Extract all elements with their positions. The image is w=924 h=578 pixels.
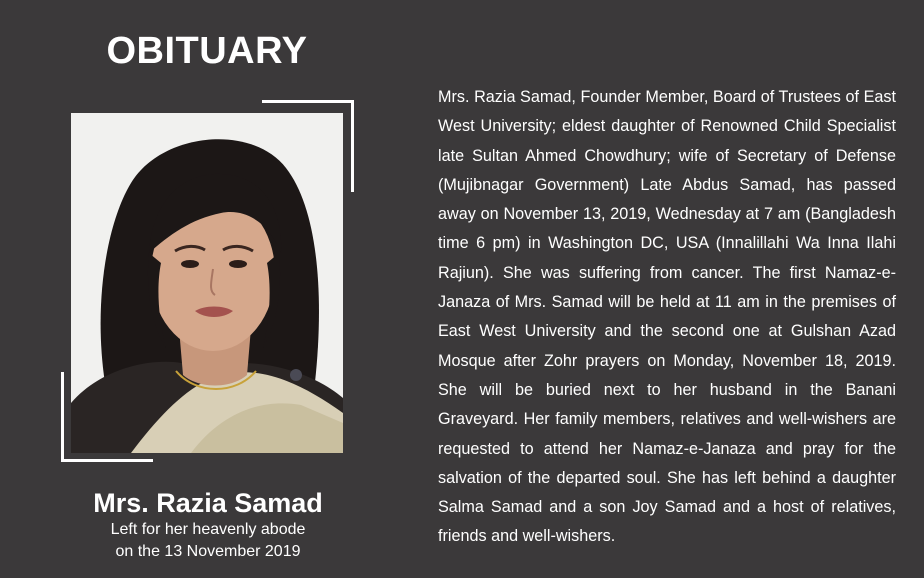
- caption-line-2: on the 13 November 2019: [115, 543, 301, 560]
- caption-line-1: Left for her heavenly abode: [110, 521, 306, 538]
- page-title: OBITUARY: [106, 30, 308, 72]
- deceased-name: Mrs. Razia Samad: [93, 488, 323, 518]
- frame-corner-bottom-left-vertical: [61, 372, 64, 462]
- frame-corner-top-right-vertical: [351, 100, 354, 192]
- obituary-text: Mrs. Razia Samad, Founder Member, Board of Trustees of East West University; eldest daughter of Renowned Child Specialist late Sultan Ahmed Chowdhury; wife of Secretary of Defense (Mujibnagar Government) Late Abdus Samad, has passed away on November 13, 2019, Wednesday at 7 am (Bangladesh time 6 pm) in Washington DC, USA (Innalillahi Wa Inna Ilahi Rajiun). She was suffering from cancer. The first Namaz-e-Janaza of Mrs. Samad will be held at 11 am in the premises of East West University and the second one at Gulshan Azad Mosque after Zohr prayers on Monday, November 18, 2019. She will be buried next to her husband in the Banani Graveyard. Her family members, relatives and well-wishers are requested to attend her Namaz-e-Janaza and pray for the salvation of the departed soul. She has left behind a daughter Salma Samad and a son Joy Samad and a host of relatives, friends and well-wishers.: [438, 88, 896, 546]
- portrait-photo: [71, 113, 343, 453]
- frame-corner-bottom-left-horizontal: [61, 459, 153, 462]
- frame-corner-top-right-horizontal: [262, 100, 354, 103]
